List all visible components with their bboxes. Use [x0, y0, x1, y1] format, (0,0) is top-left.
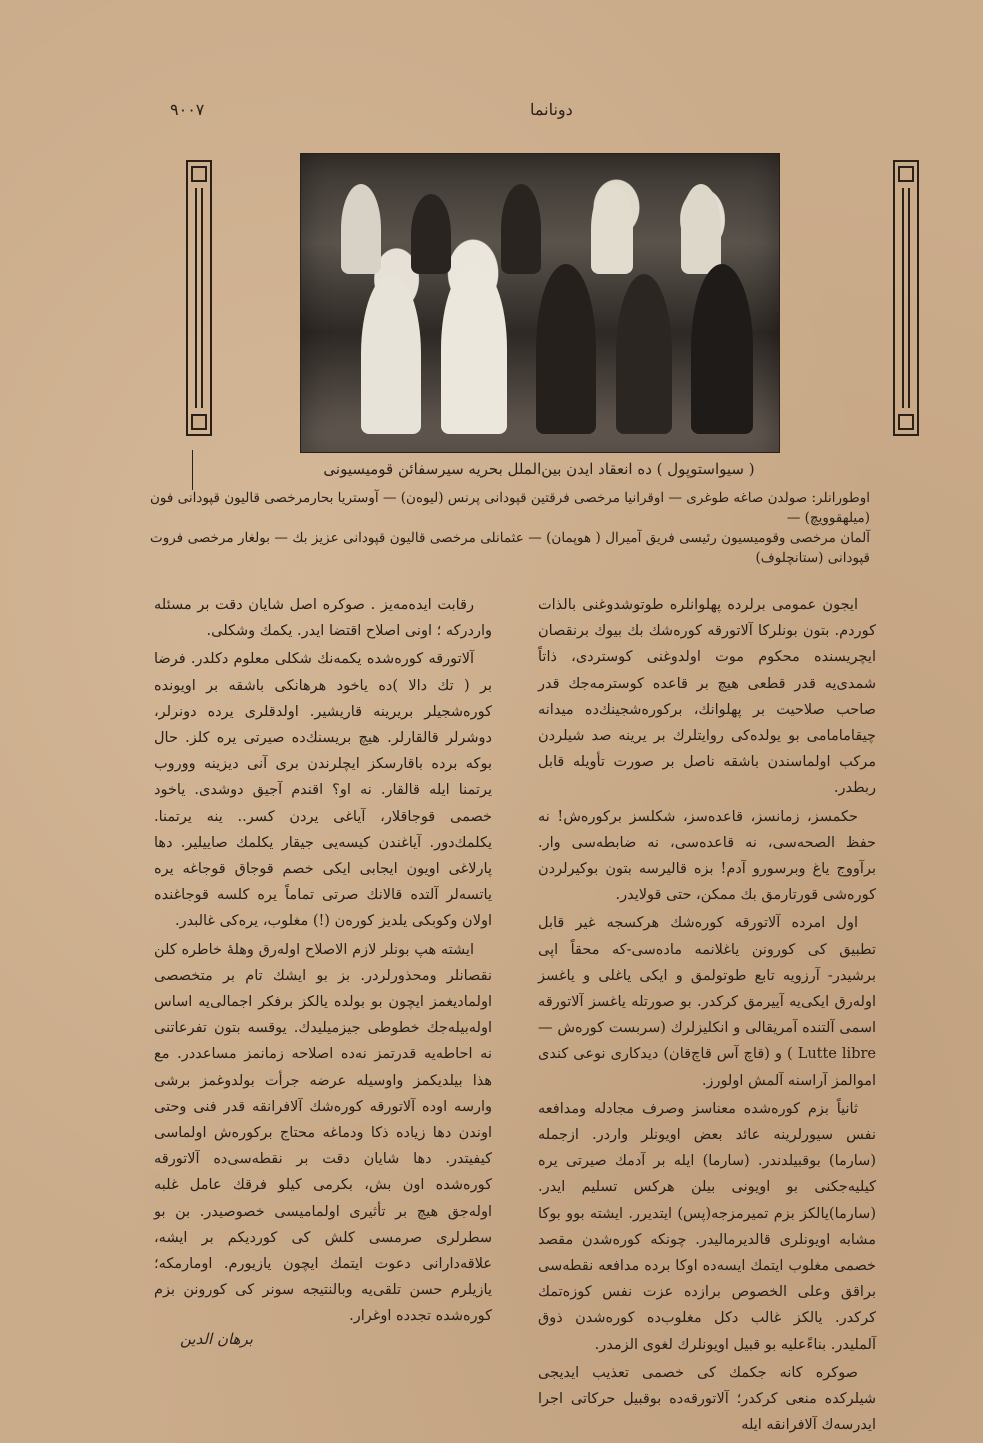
- photo-caption-title: ( سیواستوپول ) ده انعقاد ایدن بین‌الملل بحریه سیرسفائن قومیسیونی: [323, 460, 755, 478]
- photo-caption: [150, 488, 870, 568]
- paragraph: ثانیاً بزم کوره‌شده معناسز وصرف مجادله ومدافعه نفس سیورلرینه عائد بعض اویونلر واردر. ازجمله (سارما) بوقبیلدندر. (سارما) ایله بر آدمك صیرتی یره کیلیه‌جکنی بو اویونی بیلن هرکس تسلیم ایدر. (سارما)یالکز بزم تمیرمزجه(پس) ایتدیرر. ایشته بوو بوکا مشابه اویونلری قالدیرمالیدر. چونکه کوره‌شدن مقصد خصمی مغلوب ایتمك ایسه‌ده اوکا برده مدافعه نقطه‌سی براقق وعلی الخصوص برازده عزت نفس کوزه‌تمك کرکدر. یالکز غالب دکل مغلوب‌ده کوره‌شدن ذوق آلملیدر. بناءًعلیه بو قبیل اویونلرك لغوی الزمدر.: [538, 1100, 876, 1353]
- article-column-left: [154, 592, 492, 1332]
- author-signature: برهان الدین: [180, 1330, 253, 1348]
- fold-mark: [192, 450, 193, 490]
- page-number: ۹۰۰۷: [170, 100, 205, 119]
- caption-line: اوطورانلر: صولدن صاغه طوغری — اوقرانیا مرخصی فرقتین قپودانی پرنس (لیوه‌ن) — آوستریا بحارمرخصی قالیون قپودانی فون (میلهقوویچ) —: [150, 490, 870, 526]
- caption-line: آلمان مرخصی وقومیسیون رئیسی فریق آمیرال ( هوپمان) — عثمانلی مرخصی قالیون قپودانی عزیز بك — بولغار مرخصی فروت قپودانی (ستانچلوف): [150, 530, 870, 566]
- decorative-border-left: [186, 160, 212, 436]
- article-column-right: [538, 592, 876, 1441]
- paragraph: اول امرده آلاتورقه کوره‌شك هرکسجه غیر قابل تطبیق کی کورونن یاغلانمه ماده‌سی-که محقاً اپی برشیدر- آرزویه تابع طوتولمق و ایکی یاغلی و یاغسز اوله‌رق ایکی‌یه آییرمق کرکدر. بو صورتله یاغسز آلاتورقه اسمی آلتنده آمریقالی و انکلیزلرك (سربست کوره‌ش — Lutte libre ) و (قاچ آس قاچ‌قان) دیدکاری نوعی کندی اموالمز آراسنه آلمش اولورز.: [538, 915, 876, 1089]
- paragraph: ایشته هپ بونلر لازم الاصلاح اوله‌رق وهلهٔ خاطره کلن نقصانلر ومحذورلردر. بز بو ایشك تام بر متخصصی اولمادیغمز ایچون بو بولده یالکز برفکر اجمالی‌یه اساس اوله‌بیله‌جك خطوطی جیزمیلیدك. یوقسه بتون تفرعاتنی نه احاطه‌یه قدرتمز نه‌ده اصلاحه زمانمز مساعددر. مع هذا بیلدیکمز واوسیله عرضه جرأت بولدوغمز برشی وارسه اوده آلاتورقه کوره‌شك آلافرانقه قدر فنی وحتی اوندن دها زیاده ذکا ودماغه محتاج برکوره‌ش اولماسی کیفیتدر. دها شایان دقت بر نقطه‌سی‌ده آلاتورقه کوره‌شده اون بش، بکرمی کیلو فرقك عامل غلبه اوله‌جق هیچ بر تأثیری اولمامیسی خصوصیدر. بن بو سطرلری صرمسی کلش کی کوردیکم بر ایشه، علاقه‌دارانی دعوت ایتمك ایچون یازیورم. اومارمکه؛ یازیلرم حسن تلقی‌یه وبالنتیجه سونر کی کورونن بزم کوره‌شده تجدده اوغرار.: [154, 941, 492, 1325]
- paragraph: آلاتورقه کوره‌شده یکمه‌نك شکلی معلوم دکلدر. فرضا بر ( تك دالا )ده یاخود هرهانکی باشقه بر اویونده کوره‌شجیلر بریرینه قاریشیر. اولدقلری یرده دونرلر، دوشرلر قالقارلر. هیچ بریسنك‌ده صیرتی یره کلز. حال بوکه برده باقارسکز ایچلرندن بری آنی دیزینه وورو‌ب یرتمنا ایله قالقار. نه او؟ اقندم آجیق دوشدی. یاخود خصمی قوجاقلار، آیاغی یردن کسر.. ینه یرتمنا. یکلمك‌دور. آیاغندن کیسه‌یی جیقار یکلمك صاییلیر. دها پارلاغی اویون ایجابی ایکی خصم قوجاق قوجاغه یره یاتسه‌لر آلتده قالانك صرتی تماماً یره کلسه قوجاغنده اولان وکوبکی یلدیز کوره‌ن (!) مغلوب، یره‌کی غالبدر.: [154, 651, 492, 930]
- paragraph: حکمسز، زمانسز، قاعده‌سز، شکلسز برکوره‌ش! نه حفظ الصحه‌سی، نه قاعده‌سی، نه ضابطه‌سی وار. برآووج یاغ وبرسورو آدم! بزه قالیرسه بتون بوکیرلردن کوره‌شی قورتارمق بك ممکن، حتی قولایدر.: [538, 808, 876, 904]
- decorative-border-right: [893, 160, 919, 436]
- paragraph: صوکره کانه جکمك کی خصمی تعذیب ایدیجی شیلرکده منعی کرکدر؛ آلاتورقه‌ده بوقبیل حرکاتی اجرا ایدرسه‌ك آلافرانقه ایله: [538, 1364, 876, 1434]
- group-photograph: [300, 153, 780, 453]
- paragraph: رقابت ایده‌مه‌یز . صوکره اصل شایان دقت بر مسئله واردرکه ؛ اونی اصلاح اقتضا ایدر. یکمك وشکلی.: [154, 597, 492, 640]
- paragraph: ایجون عمومی برلرده پهلوانلره طوتوشدوغنی بالذات کوردم. بتون بونلرکا آلاتورقه کوره‌شك بك بیوك برنقصان ایچریسنده محکوم موت اولدوغنی کوستردی، ذاتاً شمدی‌یه قدر قطعی هیچ بر قاعده کوسترمه‌جك قدر صاحب صلاحیت بر پهلوانك، برکوره‌شجینك‌ده میدانه چیقامامامی بو یولده‌کی روایتلرك بر یرینه صد شیلردن مرکب اولماسندن باشقه ناصل بر صورت تأویله قابل ربطدر.: [538, 597, 876, 797]
- journal-title: دونانما: [530, 100, 573, 119]
